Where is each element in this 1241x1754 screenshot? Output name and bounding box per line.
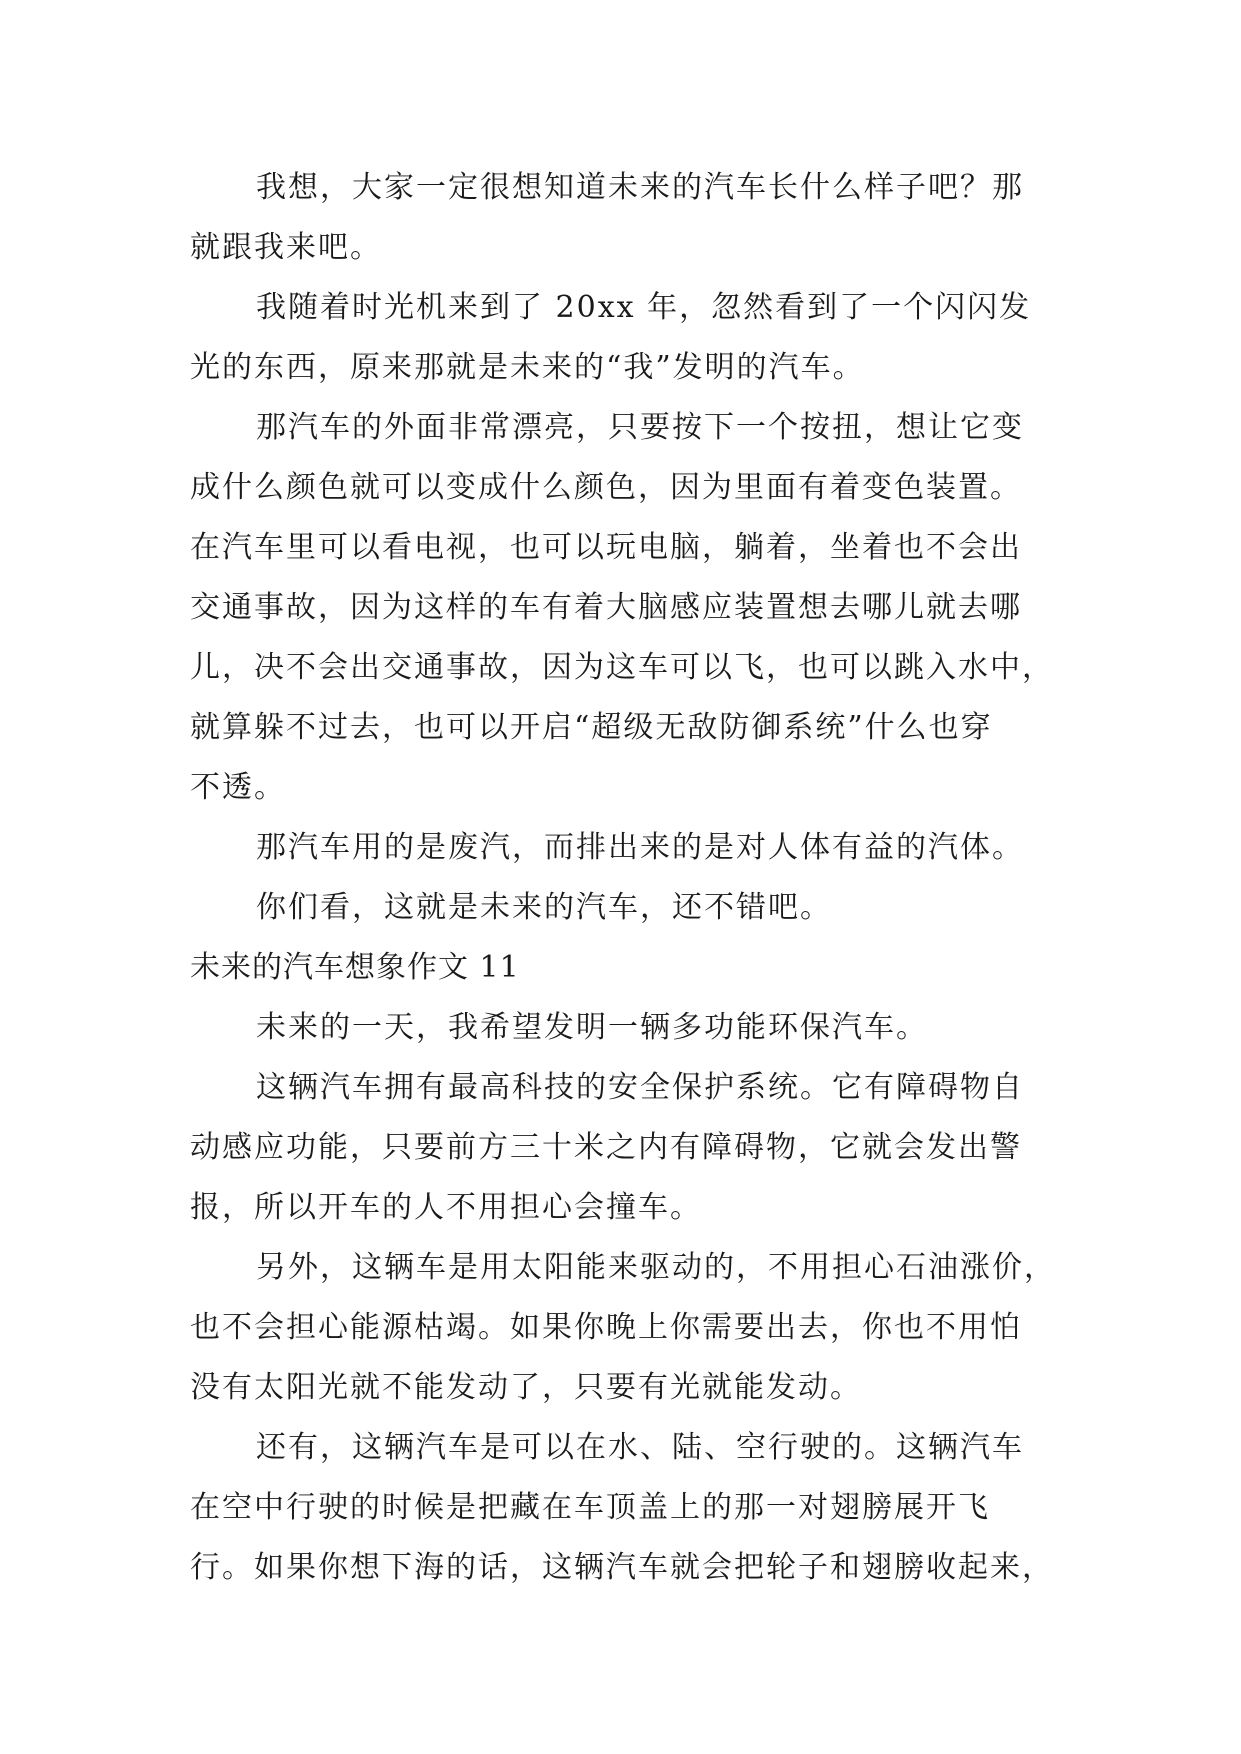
text-line: 报，所以开车的人不用担心会撞车。 bbox=[190, 1190, 702, 1225]
text-line: 那汽车用的是废汽，而排出来的是对人体有益的汽体。 bbox=[256, 830, 1024, 865]
text-line: 行。如果你想下海的话，这辆汽车就会把轮子和翅膀收起来， bbox=[190, 1550, 1054, 1585]
text-line: 不透。 bbox=[190, 770, 286, 805]
text-line: 也不会担心能源枯竭。如果你晚上你需要出去，你也不用怕 bbox=[190, 1310, 1022, 1345]
text-line: 我想，大家一定很想知道未来的汽车长什么样子吧？那 bbox=[256, 170, 1024, 205]
text-line: 儿，决不会出交通事故，因为这车可以飞，也可以跳入水中， bbox=[190, 650, 1054, 685]
text-line: 另外，这辆车是用太阳能来驱动的，不用担心石油涨价， bbox=[256, 1250, 1056, 1285]
section-heading: 未来的汽车想象作文 11 bbox=[190, 950, 520, 985]
text-line: 在空中行驶的时候是把藏在车顶盖上的那一对翅膀展开飞 bbox=[190, 1490, 990, 1525]
text-line: 光的东西，原来那就是未来的“我”发明的汽车。 bbox=[190, 350, 865, 385]
text-line: 你们看，这就是未来的汽车，还不错吧。 bbox=[256, 890, 832, 925]
text-line: 还有，这辆汽车是可以在水、陆、空行驶的。这辆汽车 bbox=[256, 1430, 1024, 1465]
text-line: 那汽车的外面非常漂亮，只要按下一个按扭，想让它变 bbox=[256, 410, 1024, 445]
text-line: 就跟我来吧。 bbox=[190, 230, 382, 265]
text-line: 就算躲不过去，也可以开启“超级无敌防御系统”什么也穿 bbox=[190, 710, 993, 745]
text-line: 没有太阳光就不能发动了，只要有光就能发动。 bbox=[190, 1370, 862, 1405]
document-body bbox=[190, 158, 1060, 1598]
text-line: 动感应功能，只要前方三十米之内有障碍物，它就会发出警 bbox=[190, 1130, 1022, 1165]
text-line: 这辆汽车拥有最高科技的安全保护系统。它有障碍物自 bbox=[256, 1070, 1024, 1105]
text-line: 成什么颜色就可以变成什么颜色，因为里面有着变色装置。 bbox=[190, 470, 1022, 505]
text-line: 我随着时光机来到了 20xx 年，忽然看到了一个闪闪发 bbox=[256, 290, 1032, 325]
text-line: 在汽车里可以看电视，也可以玩电脑，躺着，坐着也不会出 bbox=[190, 530, 1022, 565]
text-line: 未来的一天，我希望发明一辆多功能环保汽车。 bbox=[256, 1010, 928, 1045]
text-line: 交通事故，因为这样的车有着大脑感应装置想去哪儿就去哪 bbox=[190, 590, 1022, 625]
